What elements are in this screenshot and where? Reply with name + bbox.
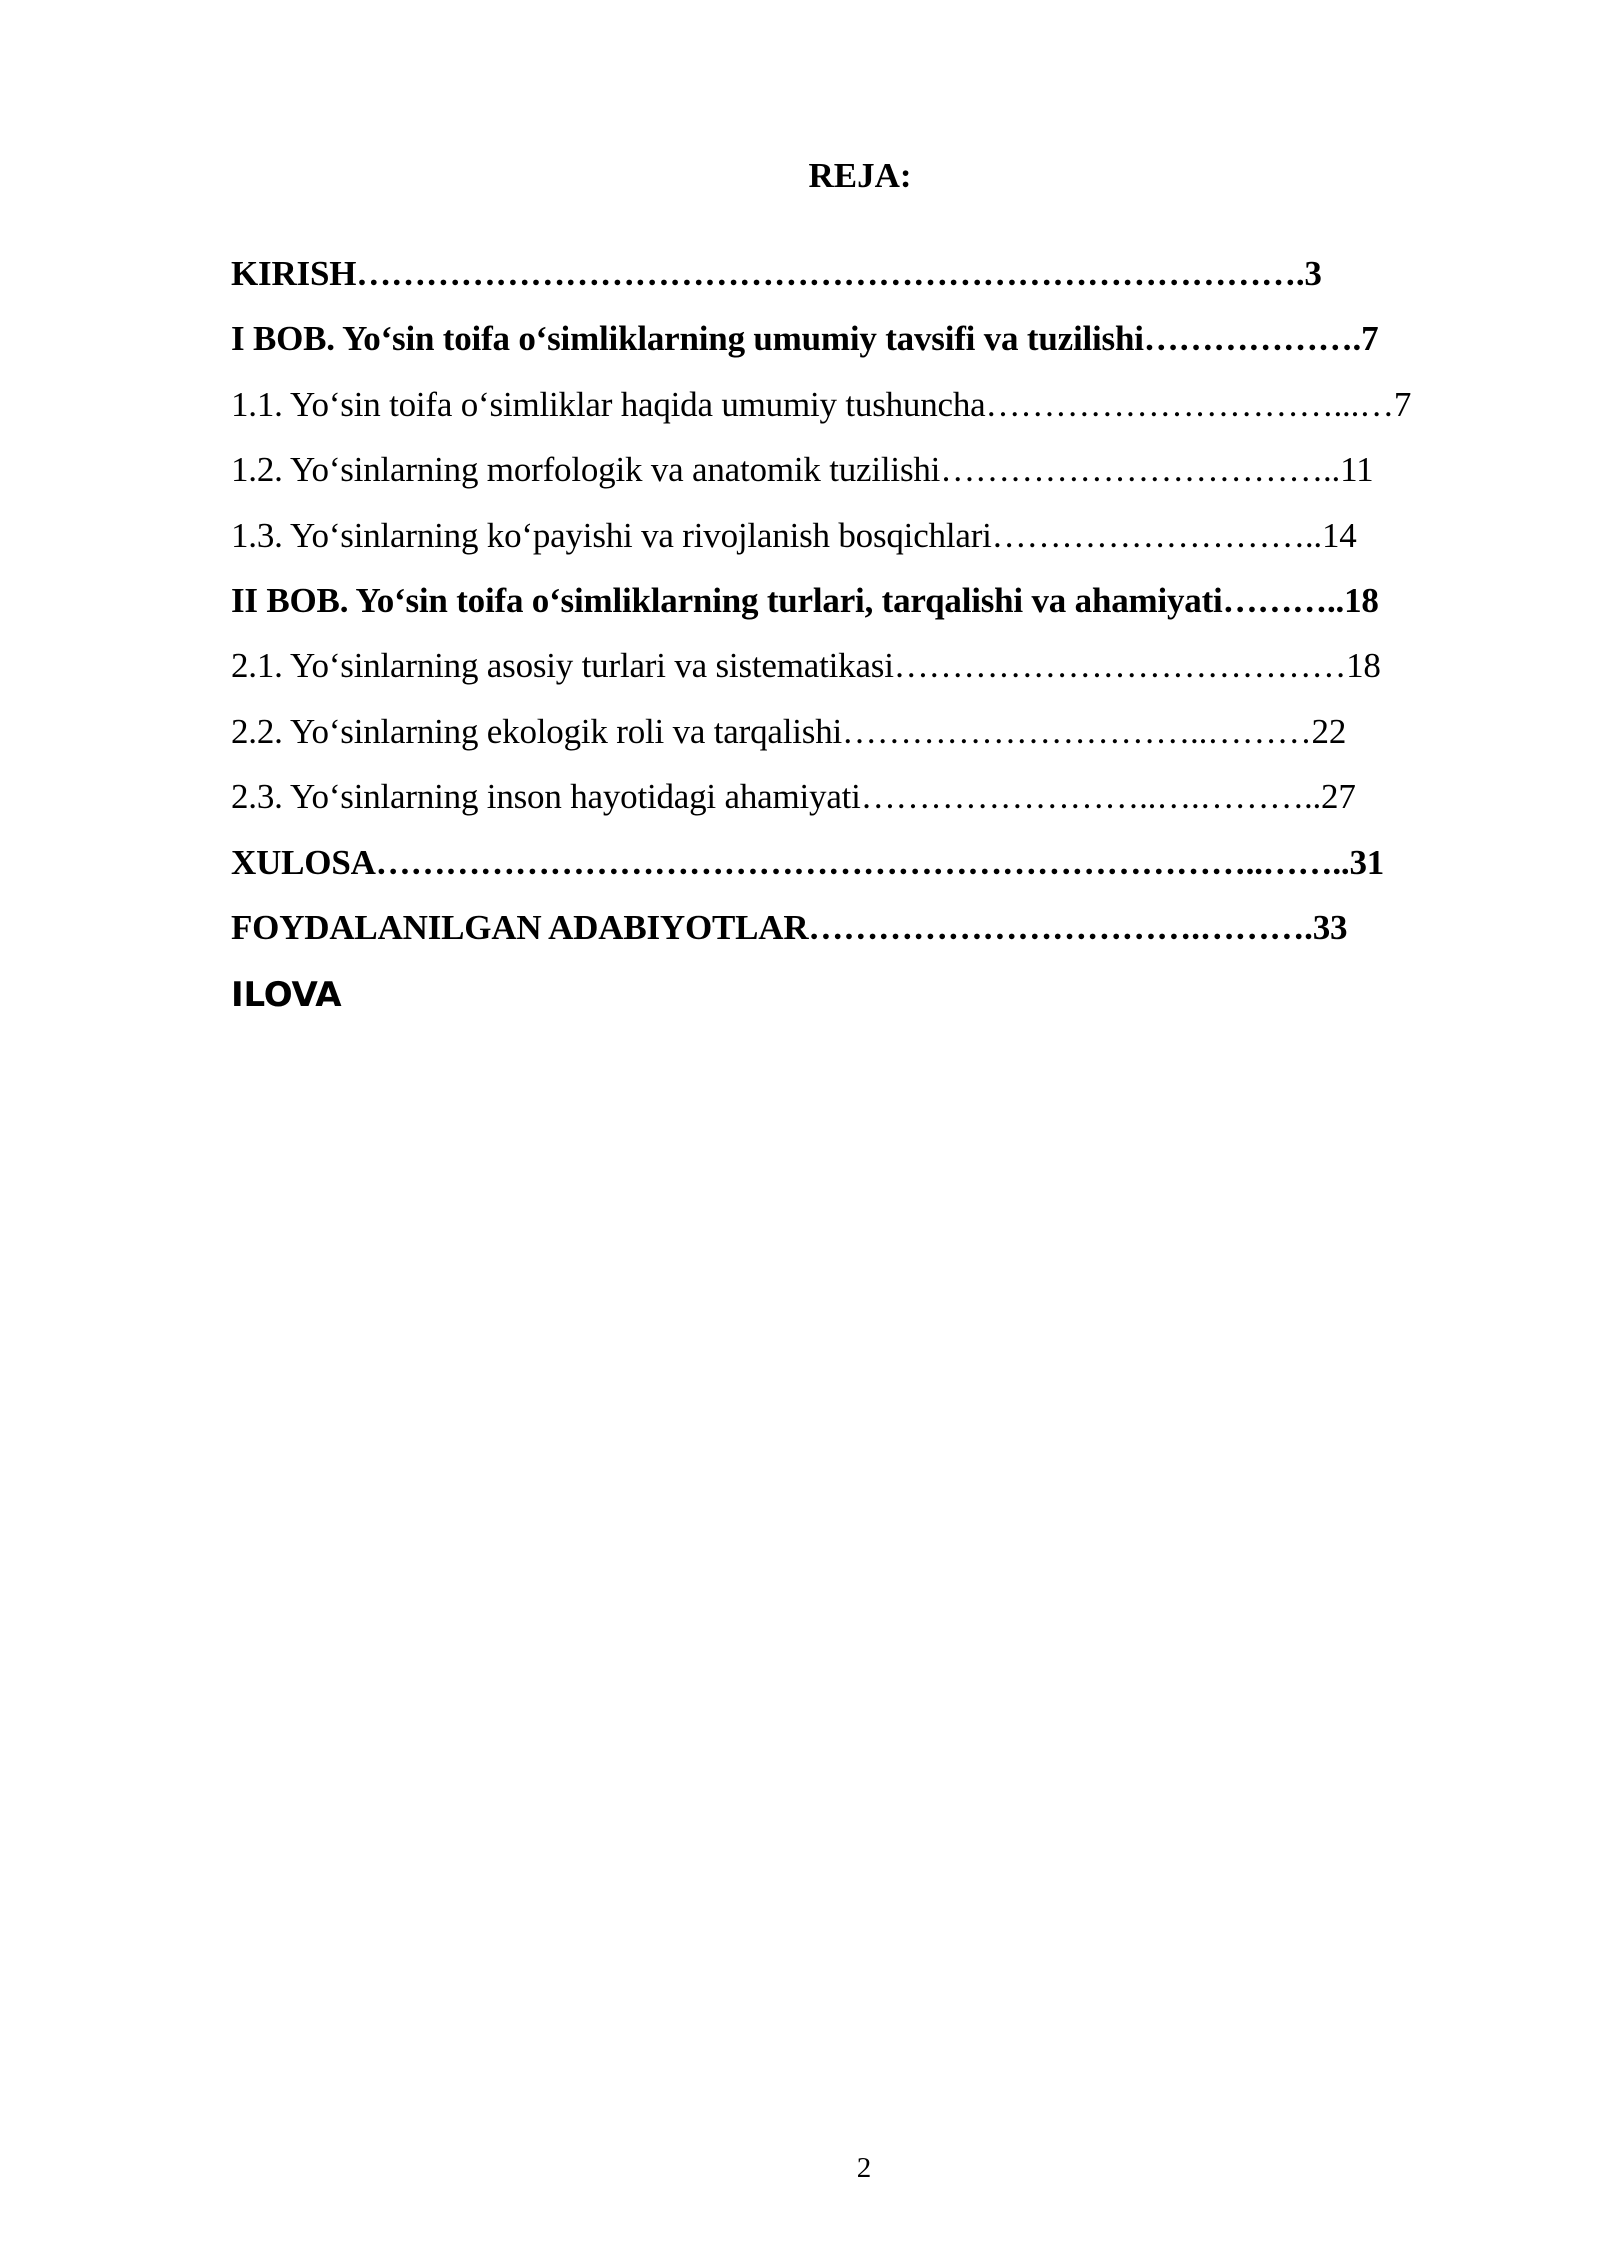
toc-item-section-2-2 bbox=[231, 708, 1531, 773]
toc-item-text: KIRISH……………………………………………………………………….3 bbox=[231, 254, 1322, 293]
toc-item-text: 2.2. Yo‘sinlarning ekologik roli va tarqalishi…………………………..………22 bbox=[231, 711, 1347, 751]
toc-item-section-2-1 bbox=[231, 642, 1531, 707]
toc-item-text: ILOVA bbox=[231, 975, 342, 1016]
toc-item-chapter-2 bbox=[231, 577, 1531, 642]
toc-item-text: II BOB. Yo‘sin toifa o‘simliklarning turlari, tarqalishi va ahamiyati………..18 bbox=[231, 580, 1379, 620]
toc-item-ilova bbox=[231, 969, 1531, 1034]
toc-item-chapter-1 bbox=[231, 315, 1531, 380]
page-title: REJA: bbox=[808, 156, 912, 195]
toc-item-text: XULOSA…………………………………………………………………..……..31 bbox=[231, 842, 1385, 882]
toc-item-text: 1.2. Yo‘sinlarning morfologik va anatomik tuzilishi……………………………..11 bbox=[231, 450, 1374, 490]
toc-item-text: 2.3. Yo‘sinlarning inson hayotidagi ahamiyati……………………..….………..27 bbox=[231, 777, 1356, 817]
toc-item-text: FOYDALANILGAN ADABIYOTLAR…………………………….……….33 bbox=[231, 907, 1348, 947]
toc-item-references bbox=[231, 904, 1531, 969]
toc-item-section-1-2 bbox=[231, 446, 1531, 511]
toc-item-xulosa bbox=[231, 839, 1531, 904]
toc-item-text: 2.1. Yo‘sinlarning asosiy turlari va sistematikasi…………………………………18 bbox=[231, 646, 1381, 686]
toc-item-section-1-1 bbox=[231, 381, 1531, 446]
toc-item-text: 1.3. Yo‘sinlarning ko‘payishi va rivojlanish bosqichlari………………………..14 bbox=[231, 515, 1357, 555]
toc-item-section-1-3 bbox=[231, 512, 1531, 577]
page-number: 2 bbox=[856, 2152, 872, 2184]
table-of-contents bbox=[231, 250, 1531, 1035]
toc-item-section-2-3 bbox=[231, 773, 1531, 838]
toc-item-text: I BOB. Yo‘sin toifa o‘simliklarning umumiy tavsifi va tuzilishi……………….7 bbox=[231, 319, 1379, 359]
toc-item-kirish bbox=[231, 250, 1531, 315]
toc-item-text: 1.1. Yo‘sin toifa o‘simliklar haqida umumiy tushuncha…………………………...…7 bbox=[231, 384, 1412, 424]
